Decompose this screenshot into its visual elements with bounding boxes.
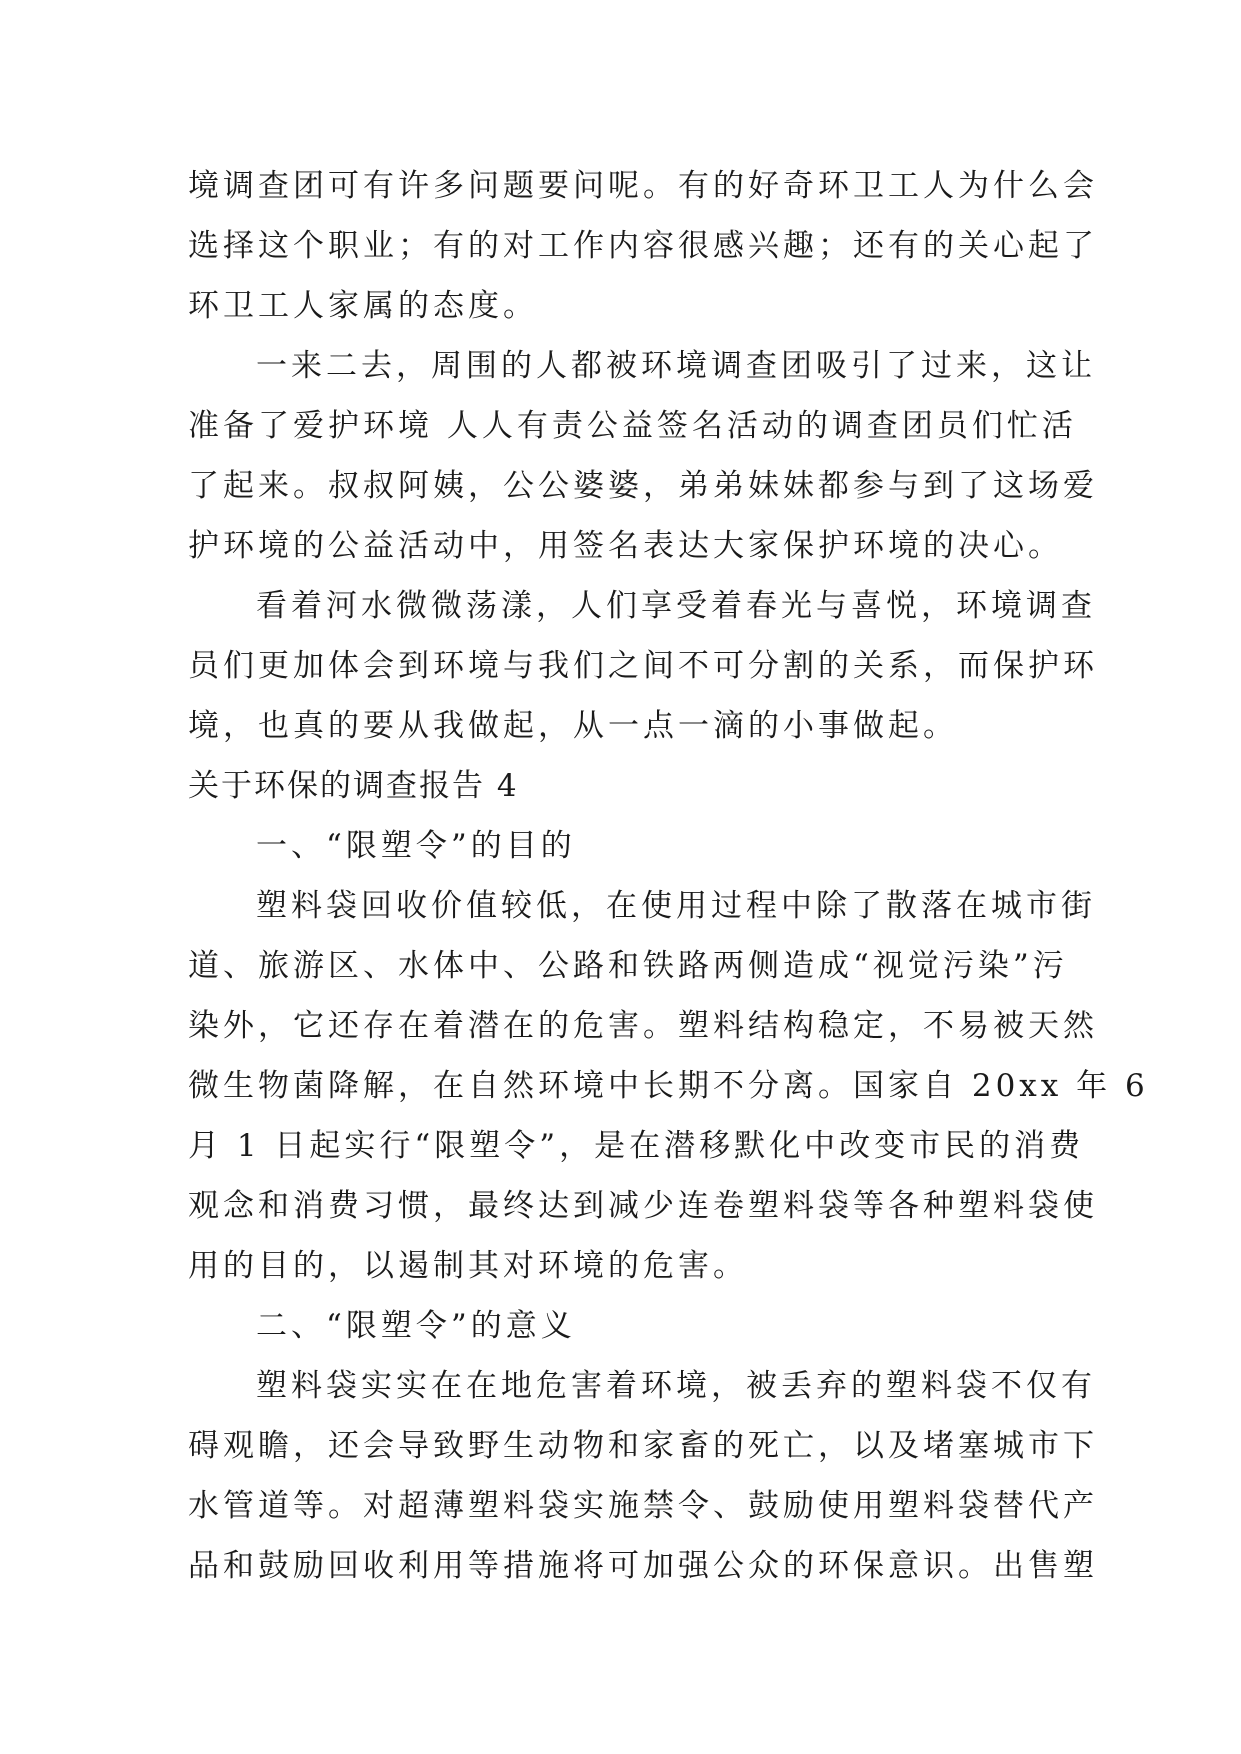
text-line: 员们更加体会到环境与我们之间不可分割的关系，而保护环: [188, 648, 1098, 684]
text-line: 境调查团可有许多问题要问呢。有的好奇环卫工人为什么会: [188, 168, 1098, 204]
document-body: [188, 156, 1149, 1596]
text-line: 碍观瞻，还会导致野生动物和家畜的死亡，以及堵塞城市下: [188, 1428, 1098, 1464]
text-line: 护环境的公益活动中，用签名表达大家保护环境的决心。: [188, 528, 1063, 564]
text-line: 观念和消费习惯，最终达到减少连卷塑料袋等各种塑料袋使: [188, 1188, 1098, 1224]
text-line: 境，也真的要从我做起，从一点一滴的小事做起。: [188, 708, 958, 744]
text-line: 染外，它还存在着潜在的危害。塑料结构稳定，不易被天然: [188, 1008, 1098, 1044]
text-line: 水管道等。对超薄塑料袋实施禁令、鼓励使用塑料袋替代产: [188, 1488, 1098, 1524]
text-line: 品和鼓励回收利用等措施将可加强公众的环保意识。出售塑: [188, 1548, 1098, 1584]
text-line: 道、旅游区、水体中、公路和铁路两侧造成“视觉污染”污: [188, 948, 1068, 984]
section-title: 关于环保的调查报告 4: [188, 768, 519, 804]
text-line: 环卫工人家属的态度。: [188, 288, 538, 324]
paragraph-start-line: 一来二去，周围的人都被环境调查团吸引了过来，这让: [256, 348, 1096, 384]
text-line: 了起来。叔叔阿姨，公公婆婆，弟弟妹妹都参与到了这场爱: [188, 468, 1098, 504]
text-line: 月 1 日起实行“限塑令”，是在潜移默化中改变市民的消费: [188, 1128, 1085, 1164]
subsection-heading: 二、“限塑令”的意义: [256, 1308, 576, 1344]
paragraph-start-line: 看着河水微微荡漾，人们享受着春光与喜悦，环境调查: [256, 588, 1096, 624]
text-line: 微生物菌降解，在自然环境中长期不分离。国家自 20xx 年 6: [188, 1068, 1149, 1104]
text-line: 选择这个职业；有的对工作内容很感兴趣；还有的关心起了: [188, 228, 1098, 264]
text-line: 用的目的，以遏制其对环境的危害。: [188, 1248, 748, 1284]
text-line: 准备了爱护环境 人人有责公益签名活动的调查团员们忙活: [188, 408, 1077, 444]
paragraph-start-line: 塑料袋实实在在地危害着环境，被丢弃的塑料袋不仅有: [256, 1368, 1096, 1404]
subsection-heading: 一、“限塑令”的目的: [256, 828, 576, 864]
paragraph-start-line: 塑料袋回收价值较低，在使用过程中除了散落在城市街: [256, 888, 1096, 924]
